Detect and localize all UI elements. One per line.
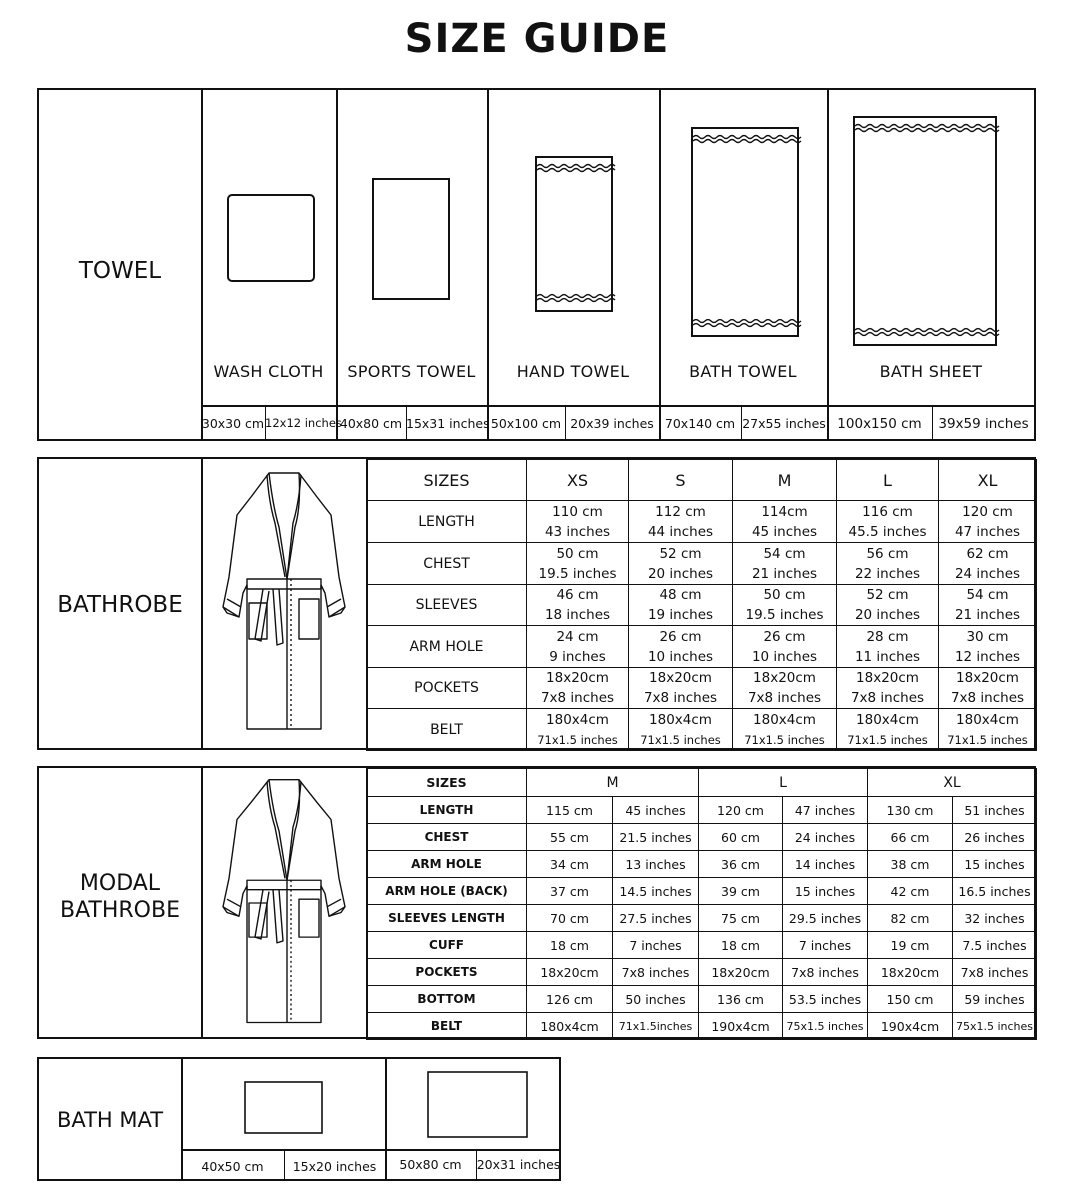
table-cell: 126 cm [527,986,613,1013]
towel-dim-cm: 70x140 cm [664,416,736,431]
towel-outline-icon [691,127,801,339]
cell-inches: 18 inches [544,607,611,623]
cell-inches: 71x1.5 inches [640,732,721,747]
cell-inches: 45 inches [751,523,818,540]
cell-cm: 110 cm [552,503,603,520]
towel-dim-cm: 40x80 cm [339,416,403,431]
towel-name-sports-towel: SPORTS TOWEL [347,362,476,381]
table-cell [527,668,629,709]
size-header: XL [868,769,1037,797]
table-cell [733,668,837,709]
cell-cm: 48 cm [659,587,702,603]
cell-cm: 18x20cm [546,670,609,686]
table-cell: 18x20cm [699,959,783,986]
table-cell: 115 cm [527,797,613,824]
towel-section [37,88,1036,441]
table-cell [629,709,733,751]
table-cell [733,626,837,668]
cell-inches: 7x8 inches [540,690,615,706]
table-cell: 14 inches [783,851,868,878]
cell-cm: 26 cm [763,628,806,645]
table-cell: 42 cm [868,878,953,905]
table-cell: 39 cm [699,878,783,905]
cell-cm: 180x4cm [856,711,919,728]
bath-mat-section [37,1057,561,1181]
table-cell: 180x4cm [527,1013,613,1040]
towel-name-wash-cloth: WASH CLOTH [213,362,324,381]
table-cell: 18 cm [527,932,613,959]
cell-inches: 12 inches [954,648,1021,665]
towel-dim-inches: 20x39 inches [570,416,654,431]
cell-cm: 120 cm [962,503,1013,520]
cell-inches: 22 inches [854,565,921,582]
towel-dim-inches: 27x55 inches [742,416,826,431]
sizes-header: SIZES [367,460,527,501]
table-cell [939,501,1037,543]
table-cell: 14.5 inches [613,878,699,905]
table-cell: 7x8 inches [613,959,699,986]
table-cell: 47 inches [783,797,868,824]
table-cell [527,626,629,668]
row-label: CUFF [367,932,527,959]
bathrobe-icon [217,467,351,739]
towel-name-bath-towel: BATH TOWEL [689,362,797,381]
towel-outline-icon [227,194,317,284]
table-cell [837,668,939,709]
row-label: POCKETS [367,959,527,986]
row-label: BOTTOM [367,986,527,1013]
table-cell [733,585,837,626]
table-cell: 18 cm [699,932,783,959]
cell-cm: 50 cm [763,587,806,603]
size-header: S [629,460,733,501]
cell-inches: 19.5 inches [745,607,824,623]
bathrobe-section [37,457,1036,750]
table-cell: 24 inches [783,824,868,851]
table-cell: 75x1.5 inches [783,1013,868,1040]
row-label: ARM HOLE [367,626,527,668]
table-cell [837,585,939,626]
cell-cm: 112 cm [655,503,706,520]
cell-cm: 180x4cm [753,711,816,728]
towel-outline-icon [535,156,615,314]
cell-inches: 47 inches [954,523,1021,540]
towel-section-label: TOWEL [78,258,162,284]
cell-inches: 71x1.5 inches [847,732,928,747]
table-cell: 7 inches [783,932,868,959]
table-cell: 7 inches [613,932,699,959]
size-header: M [527,769,699,797]
table-cell: 66 cm [868,824,953,851]
cell-inches: 21 inches [954,607,1021,623]
cell-cm: 28 cm [866,628,909,645]
table-cell: 7.5 inches [953,932,1037,959]
cell-cm: 18x20cm [753,670,816,686]
table-cell: 120 cm [699,797,783,824]
table-cell [733,501,837,543]
row-label: CHEST [367,824,527,851]
table-cell: 19 cm [868,932,953,959]
table-cell: 13 inches [613,851,699,878]
cell-cm: 46 cm [556,587,599,603]
table-cell: 71x1.5inches [613,1013,699,1040]
row-label: ARM HOLE (BACK) [367,878,527,905]
cell-inches: 7x8 inches [747,690,822,706]
row-label: ARM HOLE [367,851,527,878]
table-cell [629,668,733,709]
table-cell: 21.5 inches [613,824,699,851]
row-label: CHEST [367,543,527,585]
bath-mat-outline-icon [427,1071,529,1139]
table-cell: 70 cm [527,905,613,932]
table-cell [733,543,837,585]
cell-inches: 71x1.5 inches [947,732,1028,747]
towel-dim-cm: 100x150 cm [837,416,922,432]
cell-inches: 10 inches [647,648,714,665]
modal-label-line2: BATHROBE [59,898,180,923]
table-cell [527,501,629,543]
size-header: XL [939,460,1037,501]
cell-cm: 56 cm [866,545,909,562]
cell-inches: 71x1.5 inches [744,732,825,747]
cell-cm: 18x20cm [649,670,712,686]
table-cell [629,585,733,626]
table-cell [939,626,1037,668]
towel-dim-inches: 15x31 inches [406,416,490,431]
cell-inches: 7x8 inches [850,690,925,706]
row-label: SLEEVES [367,585,527,626]
cell-inches: 43 inches [544,523,611,540]
bathrobe-icon [217,774,351,1032]
cell-cm: 54 cm [763,545,806,562]
modal-label-line1: MODAL [79,871,161,896]
bath-mat-outline-icon [244,1081,324,1135]
page-title: SIZE GUIDE [404,16,670,62]
cell-inches: 11 inches [854,648,921,665]
table-cell: 75 cm [699,905,783,932]
table-cell [629,626,733,668]
table-cell [527,709,629,751]
table-cell [837,501,939,543]
table-cell: 51 inches [953,797,1037,824]
table-cell: 38 cm [868,851,953,878]
cell-inches: 7x8 inches [950,690,1025,706]
size-header: M [733,460,837,501]
cell-inches: 20 inches [647,565,714,582]
modal-bathrobe-section [37,766,1036,1039]
towel-dim-cm: 50x100 cm [490,416,562,431]
cell-cm: 52 cm [866,587,909,603]
table-cell: 7x8 inches [783,959,868,986]
towel-name-bath-sheet: BATH SHEET [879,362,983,381]
cell-cm: 116 cm [862,503,913,520]
cell-inches: 45.5 inches [848,523,927,540]
table-cell: 32 inches [953,905,1037,932]
cell-inches: 24 inches [954,565,1021,582]
cell-inches: 21 inches [751,565,818,582]
row-label: POCKETS [367,668,527,709]
cell-inches: 19 inches [647,607,714,623]
table-cell: 75x1.5 inches [953,1013,1037,1040]
cell-cm: 114cm [761,503,808,520]
cell-inches: 7x8 inches [643,690,718,706]
bath-mat-dim-cm: 50x80 cm [399,1157,462,1172]
table-cell: 34 cm [527,851,613,878]
bathrobe-size-table [366,459,1037,751]
table-cell: 150 cm [868,986,953,1013]
table-cell: 18x20cm [527,959,613,986]
table-cell: 37 cm [527,878,613,905]
bath-mat-dim-inches: 15x20 inches [292,1159,377,1174]
table-cell: 53.5 inches [783,986,868,1013]
towel-dim-cm: 30x30 cm [201,416,265,431]
cell-cm: 62 cm [966,545,1009,562]
cell-cm: 26 cm [659,628,702,645]
table-cell: 60 cm [699,824,783,851]
cell-inches: 20 inches [854,607,921,623]
cell-cm: 52 cm [659,545,702,562]
table-cell [629,543,733,585]
bath-mat-dim-cm: 40x50 cm [201,1159,264,1174]
table-cell: 29.5 inches [783,905,868,932]
table-cell: 55 cm [527,824,613,851]
size-header: L [699,769,868,797]
table-cell [837,709,939,751]
modal-bathrobe-section-label [39,870,201,924]
bathrobe-section-label: BATHROBE [57,592,183,618]
cell-cm: 30 cm [966,628,1009,645]
table-cell: 7x8 inches [953,959,1037,986]
row-label: LENGTH [367,797,527,824]
table-cell: 82 cm [868,905,953,932]
table-cell [939,668,1037,709]
bath-mat-section-label: BATH MAT [56,1108,164,1132]
cell-cm: 180x4cm [956,711,1019,728]
row-label: BELT [367,709,527,751]
table-cell: 15 inches [953,851,1037,878]
cell-inches: 44 inches [647,523,714,540]
cell-cm: 24 cm [556,628,599,645]
table-cell: 190x4cm [868,1013,953,1040]
cell-cm: 54 cm [966,587,1009,603]
table-cell: 45 inches [613,797,699,824]
table-cell [527,585,629,626]
cell-cm: 180x4cm [546,711,609,728]
table-cell: 16.5 inches [953,878,1037,905]
table-cell: 15 inches [783,878,868,905]
table-cell: 130 cm [868,797,953,824]
row-label: BELT [367,1013,527,1040]
table-cell: 136 cm [699,986,783,1013]
size-header: XS [527,460,629,501]
towel-dim-inches: 12x12 inches [265,416,342,430]
table-cell [939,709,1037,751]
towel-dim-inches: 39x59 inches [938,416,1029,432]
table-cell [733,709,837,751]
table-cell [527,543,629,585]
cell-inches: 10 inches [751,648,818,665]
towel-name-hand-towel: HAND TOWEL [516,362,630,381]
cell-cm: 50 cm [556,545,599,562]
towel-outline-icon [372,178,452,302]
bath-mat-dim-inches: 20x31 inches [476,1157,561,1172]
cell-inches: 9 inches [549,648,606,665]
sizes-header: SIZES [367,769,527,797]
modal-bathrobe-size-table [366,768,1037,1040]
table-cell [939,543,1037,585]
table-cell [939,585,1037,626]
table-cell: 190x4cm [699,1013,783,1040]
table-cell: 36 cm [699,851,783,878]
cell-cm: 18x20cm [856,670,919,686]
row-label: SLEEVES LENGTH [367,905,527,932]
cell-inches: 71x1.5 inches [537,732,618,747]
row-label: LENGTH [367,501,527,543]
table-cell: 27.5 inches [613,905,699,932]
cell-cm: 18x20cm [956,670,1019,686]
table-cell: 50 inches [613,986,699,1013]
table-cell: 18x20cm [868,959,953,986]
towel-outline-icon [853,116,999,348]
cell-inches: 19.5 inches [538,565,617,582]
cell-cm: 180x4cm [649,711,712,728]
table-cell [837,626,939,668]
size-header: L [837,460,939,501]
table-cell [629,501,733,543]
table-cell: 59 inches [953,986,1037,1013]
table-cell [837,543,939,585]
table-cell: 26 inches [953,824,1037,851]
